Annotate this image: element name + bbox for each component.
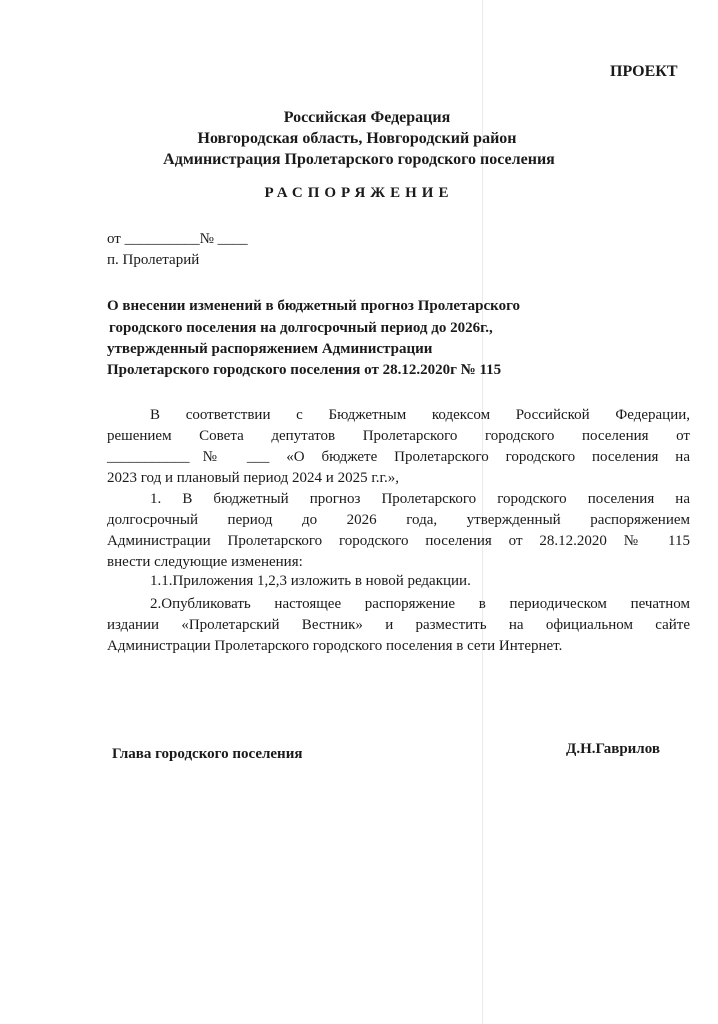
item-1-line: Администрации Пролетарского городского поселения от 28.12.2020 № 115 <box>107 533 690 549</box>
signatory-name: Д.Н.Гаврилов <box>566 741 660 757</box>
item-2-line: 2.Опубликовать настоящее распоряжение в периодическом печатном <box>150 596 690 612</box>
item-2 <box>107 594 690 657</box>
item-1-1: 1.1.Приложения 1,2,3 изложить в новой редакции. <box>150 573 471 589</box>
item-1 <box>107 489 690 573</box>
item-1-line: внести следующие изменения: <box>107 554 303 570</box>
draft-label: ПРОЕКТ <box>610 63 678 80</box>
date-number-line: от __________№ ____ <box>107 231 248 247</box>
title-line-1: О внесении изменений в бюджетный прогноз Пролетарского <box>107 298 521 314</box>
title-line-2: городского поселения на долгосрочный период до 2026г., <box>109 320 493 336</box>
item-1-line: долгосрочный период до 2026 года, утвержденный распоряжением <box>107 512 690 528</box>
header-region: Новгородская область, Новгородский район <box>197 130 517 147</box>
item-2-line: издании «Пролетарский Вестник» и разместить на официальном сайте <box>107 617 690 633</box>
preamble <box>107 405 690 489</box>
item-2-line: Администрации Пролетарского городского поселения в сети Интернет. <box>107 638 563 654</box>
title-line-3: утвержденный распоряжением Администрации <box>107 341 433 357</box>
place-name: п. Пролетарий <box>107 252 200 268</box>
header-country: Российская Федерация <box>283 109 451 126</box>
preamble-line: 2023 год и плановый период 2024 и 2025 г.г.», <box>107 470 400 486</box>
header-administration: Администрация Пролетарского городского поселения <box>163 151 555 168</box>
preamble-line: В соответствии с Бюджетным кодексом Российской Федерации, <box>150 407 690 423</box>
preamble-line: решением Совета депутатов Пролетарского городского поселения от <box>107 428 690 444</box>
item-1-line: 1. В бюджетный прогноз Пролетарского городского поселения на <box>150 491 690 507</box>
title-line-4: Пролетарского городского поселения от 28.12.2020г № 115 <box>107 362 502 378</box>
preamble-line: ___________№ ___ «О бюджете Пролетарского городского поселения на <box>107 449 690 465</box>
document-type: РАСПОРЯЖЕНИЕ <box>264 185 454 201</box>
signatory-position: Глава городского поселения <box>112 746 303 762</box>
